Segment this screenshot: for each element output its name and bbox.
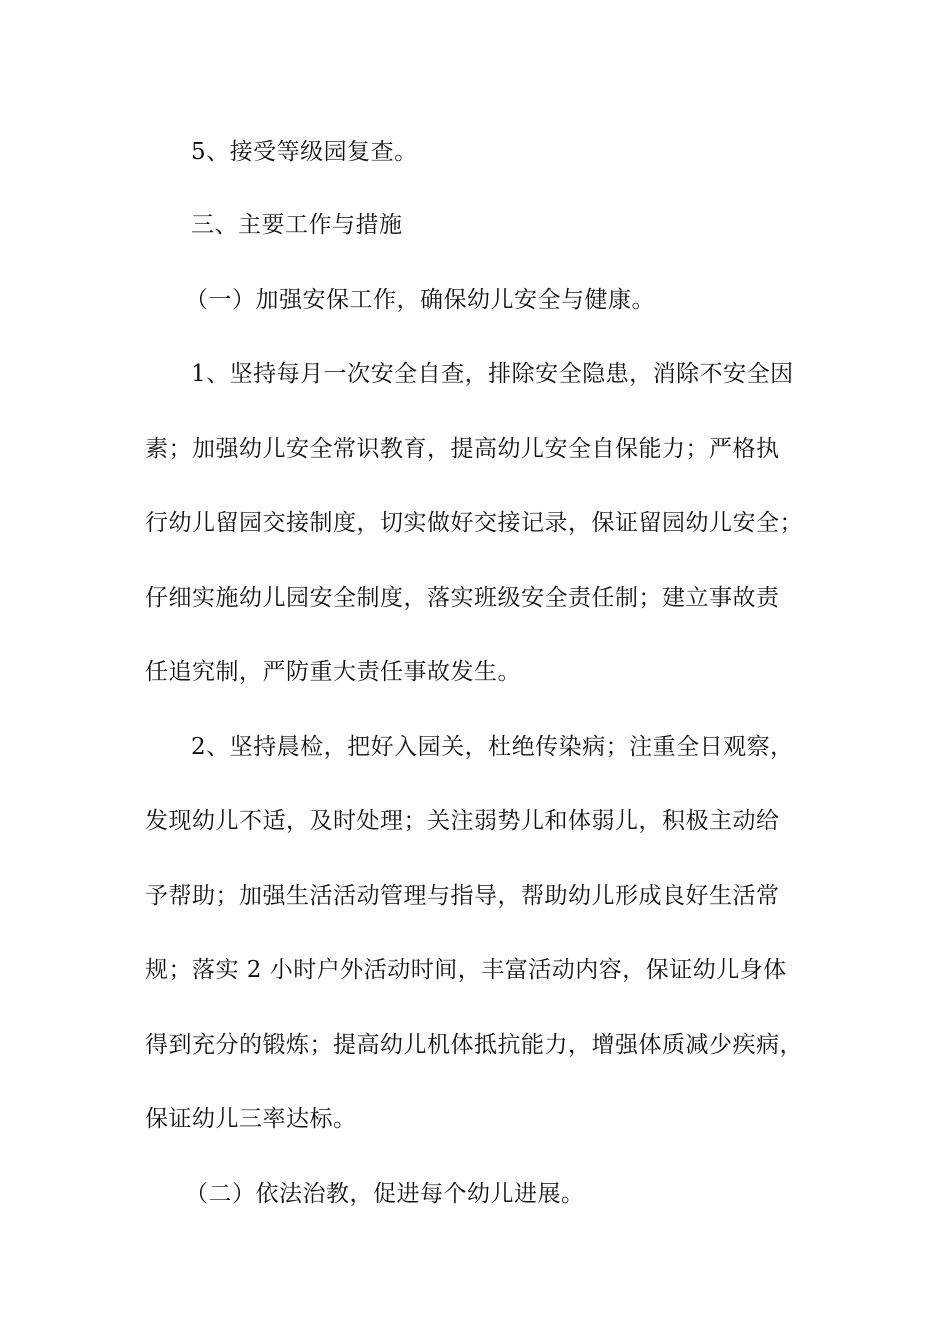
paragraph-1-line-3: 行幼儿留园交接制度，切实做好交接记录，保证留园幼儿安全； [145, 510, 803, 536]
paragraph-2-line-1: 2、坚持晨检，把好入园关，杜绝传染病；注重全日观察， [191, 734, 794, 760]
paragraph-1-line-5: 任追究制，严防重大责任事故发生。 [145, 659, 521, 685]
paragraph-2-line-6: 保证幼儿三率达标。 [145, 1106, 357, 1132]
paragraph-2-line-2: 发现幼儿不适，及时处理；关注弱势儿和体弱儿，积极主动给 [145, 808, 780, 834]
list-item-5: 5、接受等级园复查。 [191, 139, 418, 165]
section-heading-3: 三、主要工作与措施 [191, 212, 403, 238]
subsection-heading-1: （一）加强安保工作，确保幼儿安全与健康。 [185, 287, 655, 313]
paragraph-1-line-4: 仔细实施幼儿园安全制度，落实班级安全责任制；建立事故责 [145, 585, 780, 611]
subsection-heading-2: （二）依法治教，促进每个幼儿进展。 [185, 1181, 585, 1207]
paragraph-1-line-1: 1、坚持每月一次安全自查，排除安全隐患，消除不安全因 [191, 361, 794, 387]
paragraph-1-line-2: 素；加强幼儿安全常识教育，提高幼儿安全自保能力；严格执 [145, 436, 780, 462]
paragraph-2-line-5: 得到充分的锻炼；提高幼儿机体抵抗能力，增强体质减少疾病， [145, 1032, 803, 1058]
paragraph-2-line-4: 规；落实 2 小时户外活动时间，丰富活动内容，保证幼儿身体 [145, 957, 787, 983]
paragraph-2-line-3: 予帮助；加强生活活动管理与指导，帮助幼儿形成良好生活常 [145, 883, 780, 909]
